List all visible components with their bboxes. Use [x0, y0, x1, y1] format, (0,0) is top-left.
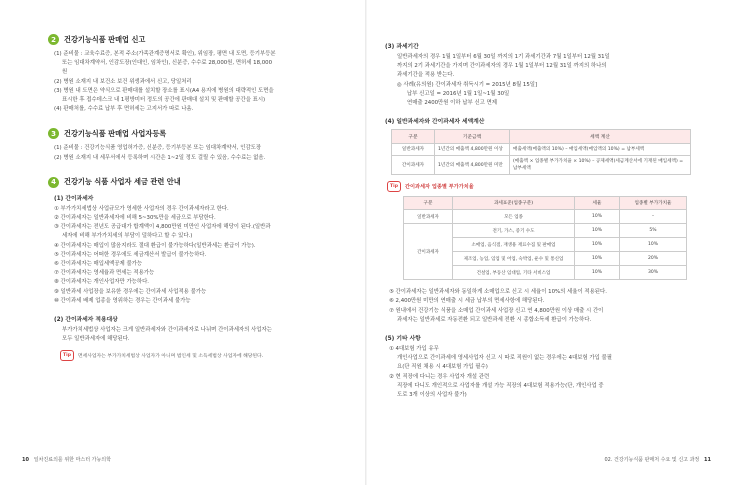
text-line: 까지의 2기 과세기간을 가지며 간이과세자의 경우 1월 1일부터 12월 31일 까지의 하나의: [397, 63, 607, 70]
tip-header: [387, 181, 703, 192]
table-header-cell: 구분: [392, 130, 435, 144]
list-item: ① 부가가치세법상 사업규모가 영세한 사업자의 경우 간이과세자라고 한다.: [54, 205, 229, 212]
table-cell: 건설업, 부동산 임대업, 기타 서비스업: [453, 266, 575, 280]
table-cell: 5%: [620, 224, 687, 238]
list-item: ⑦ 간이과세자는 영세율과 면세는 적용가능: [54, 270, 155, 277]
table-header-cell: 세율: [575, 197, 620, 210]
table-cell: 1년간의 매출액 4,800만원 이상: [435, 144, 510, 156]
list-item: ⑥ 2,400만원 미만의 연매출 시 세금 납부의 면세사항에 해당된다.: [389, 298, 545, 305]
table-cell: –: [620, 210, 687, 224]
text-line: 연매출 2400만원 이하 납부 신고 면제: [407, 100, 497, 107]
text-line: ① 4대보험 가입 유무: [389, 346, 439, 353]
table-header-cell: 과세표준(업종구분): [453, 197, 575, 210]
list-item: ③ 간이과세자는 전년도 공급대가 합계액이 4,800만원 미만인 사업자에 해당이 된다.(일반과: [54, 224, 271, 231]
text-line: (3) 병원 내 도면은 약식으로 판매대를 설치할 장소를 표시(A4 용지에 병원의 대략적인 도면을: [54, 87, 274, 94]
section-2: [48, 34, 346, 114]
text-line: (1) 준비물 : 건강기능식품 영업허가증, 신분증, 등기부등본 또는 임대차계약서, 인감도장: [54, 145, 262, 152]
table-cell: 모든 업종: [453, 210, 575, 224]
table-cell: 1년간의 매출액 4,800만원 미만: [435, 156, 510, 175]
table-row: [392, 156, 691, 175]
section-number-badge: 2: [48, 34, 59, 45]
table-cell: 10%: [575, 266, 620, 280]
running-title: 02. 건강기능식품 판매처 수요 및 신고 과정: [604, 457, 700, 463]
table-cell: 10%: [575, 210, 620, 224]
table-cell: 간이과세자: [404, 224, 453, 280]
section-heading: [48, 177, 346, 188]
list-item: ⑩ 간이과세 배제 업종을 영위하는 경우는 간이과세 불가능: [54, 297, 191, 304]
text-line: (4) 판매처를, 수수료 납부 후 면허세는 고지서가 따로 나옴.: [54, 106, 194, 113]
table-cell: 소매업, 음식점, 재생용 재료수집 및 판매업: [453, 238, 575, 252]
table-header-cell: 기준금액: [435, 130, 510, 144]
table-cell: 제조업, 농업, 임업 및 어업, 숙박업, 운수 및 통신업: [453, 252, 575, 266]
table-cell: 20%: [620, 252, 687, 266]
table-header-row: [404, 197, 687, 210]
table-row: [392, 144, 691, 156]
table-cell: 30%: [620, 266, 687, 280]
section-title: 건강기능식품 판매업 신고: [64, 34, 146, 44]
list-item: ⑧ 간이과세자는 개인사업자만 가능하다.: [54, 279, 150, 286]
text-line: 요(단 직원 채용 시 4대보험 가입 필수): [397, 364, 488, 371]
list-item: 세자에 비해 부가가치세의 부담이 덜하다고 할 수 있다.): [62, 233, 193, 240]
text-line: 납부 신고일 = 2016년 1월 1일~1월 30일: [407, 90, 510, 97]
paragraph-line: 부가가치세법상 사업자는 크게 일반과세자와 간이과세자로 나뉘며 간이과세자의 사업자는: [62, 327, 272, 334]
subsection-title: (2) 간이과세자 적용대상: [54, 317, 118, 324]
list-item: ⑦ 원내에서 건강기능 식품을 소매업 간이과세 사업장 신고 연 4,800만원 이상 매출 시 간이: [389, 307, 604, 314]
text-line: 직장에 다니도 개인적으로 사업자를 개설 가능 직장의 4대보험 적용가능(단, 개인사업 중: [397, 382, 604, 389]
section-number-badge: 3: [48, 128, 59, 139]
table-row: [404, 224, 687, 238]
section-4: [48, 177, 346, 362]
left-page: [0, 0, 366, 485]
paragraph-line: 모두 일반과세자에 해당된다.: [62, 336, 130, 343]
table-cell: 10%: [620, 238, 687, 252]
list-item: ② 간이과세자는 일반과세자에 비해 5~30%만을 세금으로 부담한다.: [54, 215, 216, 222]
running-title: 일차진료의를 위한 마스터 가능의학: [33, 457, 111, 463]
table-header-row: [392, 130, 691, 144]
text-line: 도로 3개 이상의 사업자 불가): [397, 392, 467, 399]
subsection-title: (5) 기타 사항: [385, 336, 421, 343]
tip-box: [60, 350, 346, 361]
list-item: ④ 간이과세자는 매입이 많음지라도 절대 환급이 불가능하다(일반과세는 환급이 가능).: [54, 242, 256, 249]
text-line: (2) 병원 소재지 내 보건소 보건 위생과에서 신고, 당일처리: [54, 78, 192, 85]
tip-text: 면세사업자는 부가가치세법상 사업자가 아니며 법인세 및 소득세법상 사업자에 해당된다.: [78, 354, 264, 360]
list-item: ⑤ 간이과세자는 일반과세자와 동일하게 소매업으로 신고 시 세율이 10%의 세율이 적용된다.: [389, 289, 607, 296]
vat-rate-table: [403, 196, 687, 280]
table-header-cell: 업종별 부가가치율: [620, 197, 687, 210]
tip-badge: Tip: [60, 350, 74, 361]
table-header-cell: 세액 계산: [510, 130, 691, 144]
text-line: (2) 병원 소재지 내 세무서에서 등록하며 시간은 1~2일 정도 걸릴 수 있음, 수수료는 없음.: [54, 154, 266, 161]
section-heading: [48, 128, 346, 139]
text-line: 과세기간을 적용 받는다.: [397, 72, 455, 79]
text-line: 표시한 후 접수데스크 내 1평방미터 정도의 공간에 판매대 설치 및 판매할 공간을 표시): [62, 97, 266, 104]
text-line: 일반과세자의 경우 1월 1일부터 6월 30일 까지의 1기 과세기간과 7월 1일부터 12월 31일: [397, 54, 610, 60]
tip-badge: Tip: [387, 181, 401, 192]
text-line: ◎ 사례(유의원) 간이과세자 취득시기 = 2015년 8월 15일]: [397, 81, 538, 88]
text-line: 또는 임대차계약서, 인감도장(인대인, 임차인), 신분증, 수수료 28,000원, 면허세 18,000: [62, 60, 273, 67]
section-title: 건강기능식품 판매업 사업자등록: [64, 128, 167, 138]
text-line: ② 현 직장에 다니는 경우 사업자 개설 관련: [389, 373, 490, 380]
page-number: 11: [704, 457, 711, 463]
table-cell: 일반과세자: [404, 210, 453, 224]
text-line: (1) 준비물 : 교육수료증, 본적 주소(가족관계증명서로 확인), 위임장, 평면 내 도면, 등기부등본: [54, 51, 276, 57]
table-cell: 일반과세자: [392, 144, 435, 156]
subsection-title: (4) 일반과세자와 간이과세자 세액계산: [385, 119, 485, 126]
table-row: [404, 210, 687, 224]
table-header-cell: 구분: [404, 197, 453, 210]
list-item: 과세자는 일반과세로 자동전환 되고 일반과세 전환 시 종합소득세 환급이 가능하다.: [397, 316, 592, 323]
section-3: [48, 128, 346, 162]
page-number: 10: [22, 457, 29, 463]
subsection-title: (3) 과세기간: [385, 44, 419, 50]
table-cell: 전기, 가스, 증기 수도: [453, 224, 575, 238]
table-cell: 10%: [575, 252, 620, 266]
text-line: 원: [62, 69, 68, 76]
right-page: [367, 0, 733, 485]
table-cell: 간이과세자: [392, 156, 435, 175]
table-cell: 10%: [575, 224, 620, 238]
table-cell: (매출액 × 업종별 부가가치율 × 10%) – 공제세액(세금계산서에 기재된 매입세액) = 납부세액: [510, 156, 691, 175]
tip-title: 간이과세자 업종별 부가가치율: [405, 184, 474, 191]
subsection-title: (1) 간이과세자: [54, 195, 94, 202]
list-item: ⑨ 일반과세 사업장을 보유한 경우에는 간이과세 사업적용 불가능: [54, 288, 207, 295]
list-item: ⑤ 간이과세자는 어떠한 경우에도 세금계산서 발급이 불가능하다.: [54, 251, 207, 258]
page-footer-right: [604, 456, 711, 463]
text-line: 개인사업으로 간이과세에 영세사업자 신고 시 따로 직원이 없는 경우에는 4대보험 가입 불필: [397, 355, 612, 362]
tax-calculation-table: [391, 129, 691, 175]
section-number-badge: 4: [48, 177, 59, 188]
list-item: ⑥ 간이과세자는 매입세액공제 불가능: [54, 261, 143, 268]
table-cell: 10%: [575, 238, 620, 252]
section-title: 건강기능 식품 사업자 세금 관련 안내: [64, 177, 181, 187]
page-footer-left: [22, 456, 111, 463]
section-heading: [48, 34, 346, 45]
table-cell: 매출세액(매출액의 10%) – 매입세액(매입액의 10%) = 납부세액: [510, 144, 691, 156]
